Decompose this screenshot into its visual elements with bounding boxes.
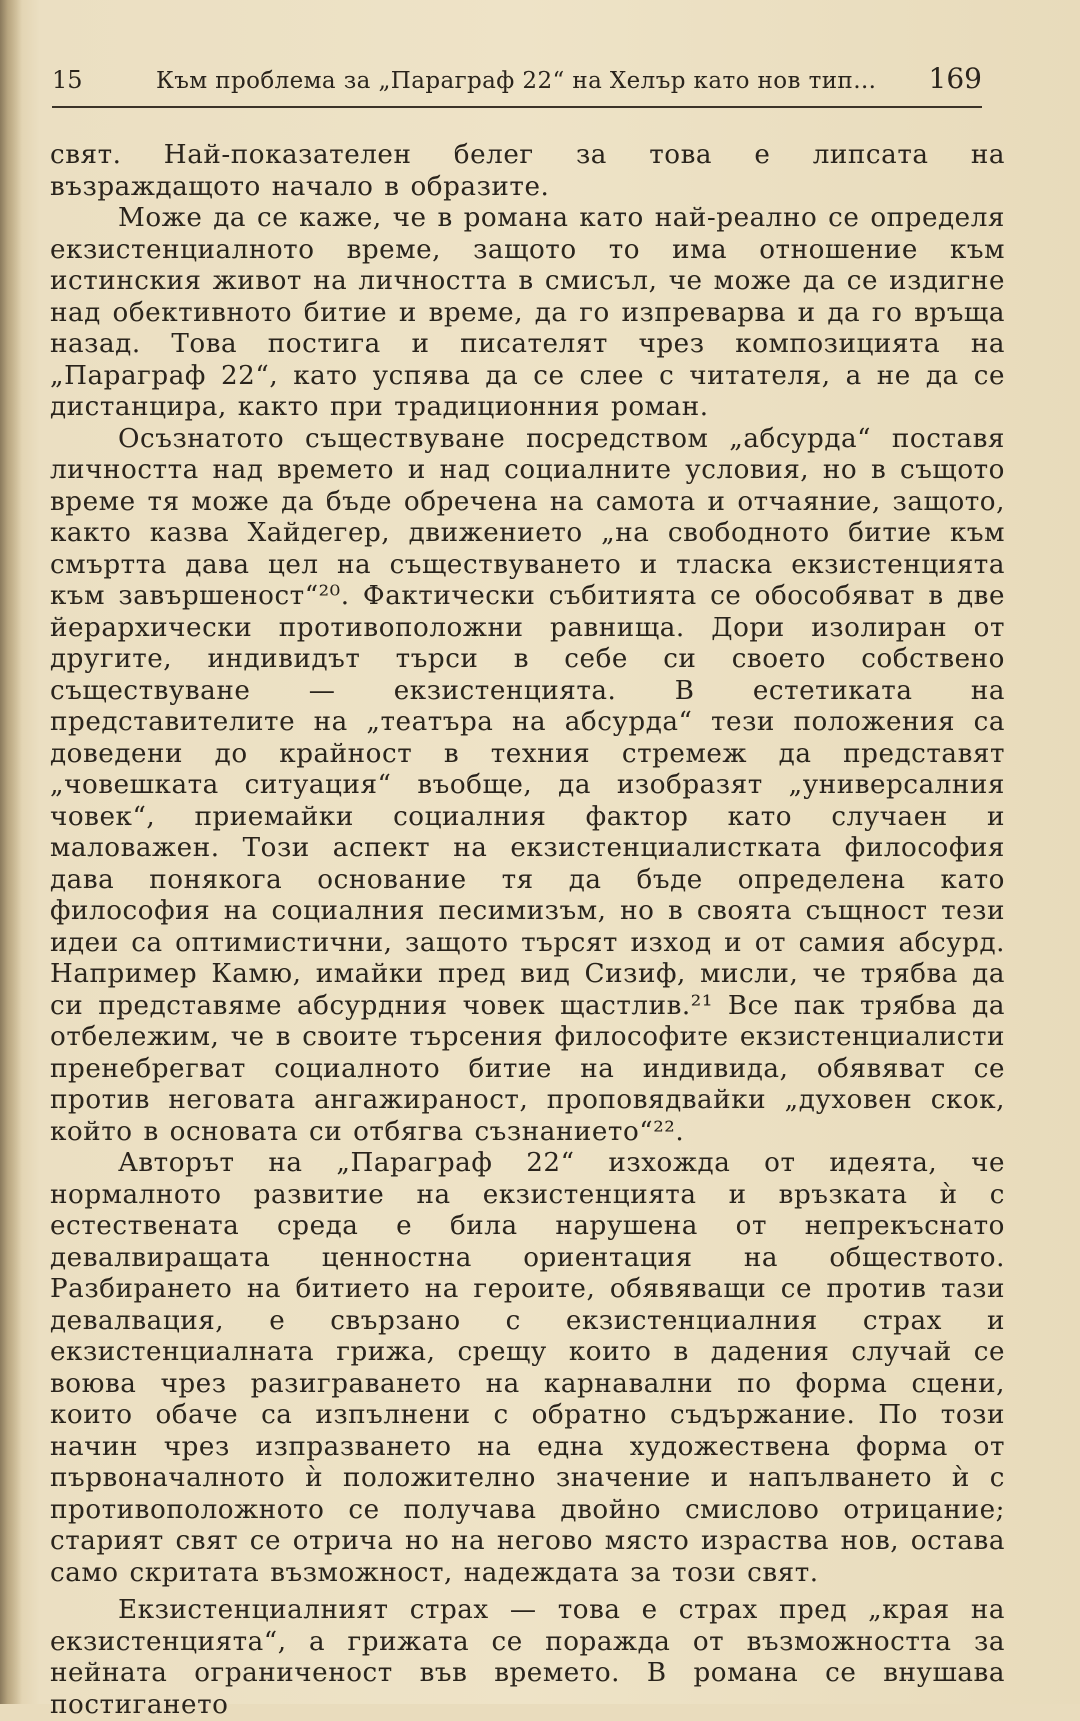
paragraph: свят. Най-показателен белег за това е липсата на възраждащото начало в образите. bbox=[50, 140, 1005, 202]
section-number: 15 bbox=[52, 66, 83, 94]
paragraph: Екзистенциалният страх — това е страх пред „края на екзистенцията“, а грижата се поражда от възможността за нейната ограниченост във времето. В романа се внушава постигането bbox=[50, 1595, 1005, 1720]
running-header bbox=[52, 62, 982, 102]
running-title: Към проблема за „Параграф 22“ на Хелър като нов тип… bbox=[156, 68, 877, 94]
page-number: 169 bbox=[928, 62, 982, 95]
paragraph: Авторът на „Параграф 22“ изхожда от идеята, че нормалното развитие на екзистенцията и връзката ѝ с естествената среда е била нарушена от непрекъснато девалвиращата ценностна ориентация на обществото. Разбирането на битието на героите, обявяващи се против тази девалвация, е свързано с екзистенциалния страх и екзистенциалната грижа, срещу които в дадения случай се воюва чрез разиграването на карнавални по форма сцени, които обаче са изпълнени с обратно съдържание. По този начин чрез изпразването на една художествена форма от първоначалното ѝ положително значение и напълването ѝ с противоположното се получава двойно смислово отрицание; старият свят се отрича но на негово място израства нов, остава само скритата възможност, надеждата за този свят. bbox=[50, 1148, 1005, 1588]
page-spine-shadow bbox=[0, 0, 22, 1704]
paragraph: Може да се каже, че в романа като най-реално се определя екзистенциалното време, защото то има отношение към истинския живот на личността в смисъл, че може да се издигне над обективното битие и време, да го изпреварва и да го връща назад. Това постига и писателят чрез композицията на „Параграф 22“, като успява да се слее с читателя, а не да се дистанцира, както при традиционния роман. bbox=[50, 203, 1005, 422]
paragraph: Осъзнатото съществуване посредством „абсурда“ поставя личността над времето и над социалните условия, но в същото време тя може да бъде обречена на самота и отчаяние, защото, както казва Хайдегер, движението „на свободното битие към смъртта дава цел на съществуването и тласка екзистенцията към завършеност“²⁰. Фактически събитията се обособяват в две йерархически противоположни равнища. Дори изолиран от другите, индивидът търси в себе си своето собствено съществуване — екзистенцията. В естетиката на представителите на „театъра на абсурда“ тези положения са доведени до крайност в техния стремеж да представят „човешката ситуация“ въобще, да изобразят „универсалния човек“, приемайки социалния фактор като случаен и маловажен. Този аспект на екзистенциалистката философия дава понякога основание тя да бъде определена като философия на социалния песимизъм, но в своята същност тези идеи са оптимистични, защото търсят изход и от самия абсурд. Например Камю, имайки пред вид Сизиф, мисли, че трябва да си представяме абсурдния човек щастлив.²¹ Все пак трябва да отбележим, че в своите търсения философите екзистенциалисти пренебрегват социалното битие на индивида, обявяват се против неговата ангажираност, проповядвайки „духовен скок, който в основата си отбягва съзнанието“²². bbox=[50, 423, 1005, 1147]
header-rule bbox=[52, 106, 982, 108]
body-text bbox=[50, 140, 1005, 1721]
